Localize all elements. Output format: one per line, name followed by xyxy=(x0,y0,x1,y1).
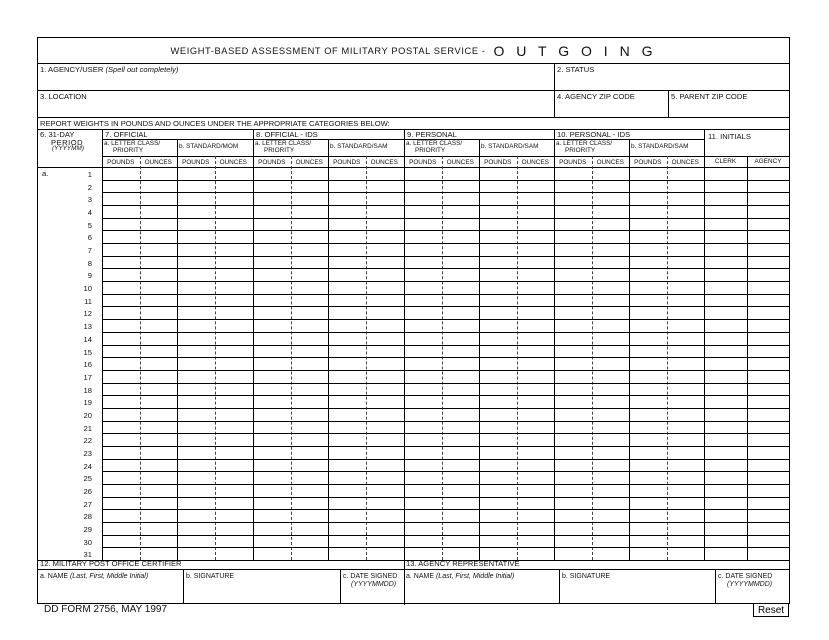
day-number: 14 xyxy=(83,334,92,344)
ounces-label: OUNCES xyxy=(295,159,323,166)
agency-zip-field[interactable]: 4. AGENCY ZIP CODE xyxy=(557,92,635,101)
category-sub-b: b. STANDARD/SAM xyxy=(481,143,539,150)
day-number: 21 xyxy=(83,423,92,433)
form-title-text: WEIGHT-BASED ASSESSMENT OF MILITARY POSTAL SERVICE - xyxy=(170,45,486,56)
day-number: 3 xyxy=(87,195,92,205)
sub-a-line-1: a. LETTER CLASS/ xyxy=(104,140,161,147)
day-number: 19 xyxy=(83,398,92,408)
pounds-label: POUNDS xyxy=(258,159,286,166)
table-row[interactable] xyxy=(102,192,789,205)
table-row[interactable] xyxy=(102,281,789,294)
certifier-signature-field[interactable]: b. SIGNATURE xyxy=(186,573,235,580)
day-number: 24 xyxy=(83,461,92,471)
category-label: 10. PERSONAL - IDS xyxy=(557,130,631,139)
certifier-name-label: a. NAME xyxy=(40,573,69,580)
table-row[interactable] xyxy=(102,294,789,307)
table-row[interactable] xyxy=(102,459,789,472)
day-number: 30 xyxy=(83,537,92,547)
form-number: DD FORM 2756, MAY 1997 xyxy=(44,604,168,615)
table-row[interactable] xyxy=(102,268,789,281)
day-number: 13 xyxy=(83,322,92,332)
day-number: 16 xyxy=(83,360,92,370)
table-row[interactable] xyxy=(102,383,789,396)
table-row[interactable] xyxy=(102,306,789,319)
agency-user-hint: (Spell out completely) xyxy=(105,65,179,74)
pounds-label: POUNDS xyxy=(107,159,135,166)
table-row[interactable] xyxy=(102,357,789,370)
category-sub-a xyxy=(104,141,160,154)
table-row[interactable] xyxy=(102,547,789,560)
table-row[interactable] xyxy=(102,408,789,421)
table-row[interactable] xyxy=(102,471,789,484)
rep-date-field[interactable]: c. DATE SIGNED xyxy=(718,573,773,580)
divider xyxy=(102,139,704,140)
table-row[interactable] xyxy=(102,180,789,193)
day-number: 29 xyxy=(83,525,92,535)
period-label-2: PERIOD xyxy=(51,138,84,147)
table-row[interactable] xyxy=(102,218,789,231)
certifier-name-field[interactable] xyxy=(40,573,148,580)
table-row[interactable] xyxy=(102,345,789,358)
divider xyxy=(38,569,789,570)
table-row[interactable] xyxy=(102,205,789,218)
table-row[interactable] xyxy=(102,230,789,243)
sub-a-line-2: PRIORITY xyxy=(415,146,446,154)
table-row[interactable] xyxy=(102,497,789,510)
day-number: 8 xyxy=(87,258,92,268)
rep-name-field[interactable] xyxy=(406,573,514,580)
pounds-label: POUNDS xyxy=(559,159,587,166)
table-row[interactable] xyxy=(102,319,789,332)
table-row[interactable] xyxy=(102,243,789,256)
ounces-label: OUNCES xyxy=(446,159,474,166)
form-title xyxy=(38,38,789,63)
category-label: 8. OFFICIAL - IDS xyxy=(256,130,318,139)
pounds-label: POUNDS xyxy=(634,159,662,166)
form-title-outgoing: O U T G O I N G xyxy=(493,42,657,59)
day-number: 27 xyxy=(83,499,92,509)
rep-name-label: a. NAME xyxy=(406,573,435,580)
period-format: (YYYYMM) xyxy=(52,145,84,152)
postal-assessment-form xyxy=(37,37,790,604)
divider xyxy=(38,63,789,64)
rep-name-hint: (Last, First, Middle Initial) xyxy=(435,573,515,580)
ounces-label: OUNCES xyxy=(219,159,247,166)
day-number: 11 xyxy=(84,296,92,306)
initials-label: 11. INITIALS xyxy=(708,132,751,141)
certifier-date-field[interactable]: c. DATE SIGNED xyxy=(343,573,398,580)
pounds-label: POUNDS xyxy=(182,159,210,166)
table-row[interactable] xyxy=(102,484,789,497)
divider xyxy=(38,117,789,118)
sub-a-line-1: a. LETTER CLASS/ xyxy=(406,140,463,147)
reset-button[interactable]: Reset xyxy=(753,603,789,617)
ounces-label: OUNCES xyxy=(521,159,549,166)
category-sub-a xyxy=(255,141,311,154)
table-row[interactable] xyxy=(102,370,789,383)
table-row[interactable] xyxy=(102,421,789,434)
table-row[interactable] xyxy=(102,256,789,269)
rep-signature-field[interactable]: b. SIGNATURE xyxy=(562,573,611,580)
ounces-label: OUNCES xyxy=(144,159,172,166)
category-sub-b: b. STANDARD/SAM xyxy=(330,143,388,150)
day-number: 18 xyxy=(83,385,92,395)
table-row[interactable] xyxy=(102,522,789,535)
divider xyxy=(404,560,405,605)
category-sub-a xyxy=(556,141,612,154)
divider xyxy=(102,156,789,157)
day-number: 2 xyxy=(87,182,92,192)
category-label: 9. PERSONAL xyxy=(407,130,457,139)
pounds-label: POUNDS xyxy=(409,159,437,166)
pounds-label: POUNDS xyxy=(333,159,361,166)
ounces-label: OUNCES xyxy=(596,159,624,166)
certifier-date-format: (YYYYMMDD) xyxy=(351,581,397,588)
rep-date-format: (YYYYMMDD) xyxy=(727,581,773,588)
divider xyxy=(715,569,716,603)
divider xyxy=(38,90,789,91)
day-number: 28 xyxy=(83,512,92,522)
agency-label: AGENCY xyxy=(754,158,782,165)
rep-label: 13. AGENCY REPRESENTATIVE xyxy=(406,559,520,568)
clerk-label: CLERK xyxy=(714,158,737,165)
day-number: 15 xyxy=(83,347,92,357)
category-sub-b: b. STANDARD/MOM xyxy=(179,143,239,150)
day-number: 25 xyxy=(83,474,92,484)
instructions-text: REPORT WEIGHTS IN POUNDS AND OUNCES UNDER THE APPROPRIATE CATEGORIES BELOW: xyxy=(40,119,390,128)
ounces-label: OUNCES xyxy=(370,159,398,166)
agency-user-label: 1. AGENCY/USER xyxy=(40,65,104,74)
divider xyxy=(340,569,341,603)
table-row[interactable] xyxy=(102,167,789,180)
sub-a-line-2: PRIORITY xyxy=(565,146,596,154)
divider xyxy=(559,569,560,603)
day-number: 22 xyxy=(83,436,92,446)
parent-zip-field[interactable]: 5. PARENT ZIP CODE xyxy=(671,92,748,101)
day-number: 4 xyxy=(87,208,92,218)
divider xyxy=(668,90,669,117)
day-number: 31 xyxy=(83,550,92,560)
table-row[interactable] xyxy=(102,395,789,408)
day-number: 7 xyxy=(87,246,92,256)
row-a-label: a. xyxy=(42,169,49,178)
day-number: 9 xyxy=(87,271,92,281)
day-number: 20 xyxy=(83,410,92,420)
table-row[interactable] xyxy=(102,535,789,548)
sub-a-line-1: a. LETTER CLASS/ xyxy=(255,140,312,147)
day-number: 6 xyxy=(87,233,92,243)
table-row[interactable] xyxy=(102,509,789,522)
day-number: 26 xyxy=(83,487,92,496)
day-number: 23 xyxy=(83,448,92,458)
certifier-label: 12. MILITARY POST OFFICE CERTIFIER xyxy=(40,559,182,568)
period-label: 6. 31-DAY xyxy=(40,130,75,139)
category-sub-a xyxy=(406,141,462,154)
table-row[interactable] xyxy=(102,332,789,345)
day-number: 1 xyxy=(87,170,92,179)
day-number: 12 xyxy=(83,309,92,319)
certifier-name-hint: (Last, First, Middle Initial) xyxy=(69,573,149,580)
status-field[interactable]: 2. STATUS xyxy=(557,65,595,74)
day-number: 10 xyxy=(83,284,92,294)
location-field[interactable]: 3. LOCATION xyxy=(40,92,87,101)
category-label: 7. OFFICIAL xyxy=(105,130,148,139)
pounds-label: POUNDS xyxy=(484,159,512,166)
day-number: 17 xyxy=(83,372,92,382)
sub-a-line-2: PRIORITY xyxy=(264,146,295,154)
day-number: 5 xyxy=(87,220,92,230)
table-row[interactable] xyxy=(102,446,789,459)
sub-a-line-1: a. LETTER CLASS/ xyxy=(556,140,613,147)
agency-user-field[interactable] xyxy=(40,66,178,74)
category-sub-b: b. STANDARD/SAM xyxy=(631,143,689,150)
divider xyxy=(183,569,184,603)
ounces-label: OUNCES xyxy=(671,159,699,166)
divider xyxy=(38,560,789,561)
sub-a-line-2: PRIORITY xyxy=(113,146,144,154)
table-row[interactable] xyxy=(102,433,789,446)
